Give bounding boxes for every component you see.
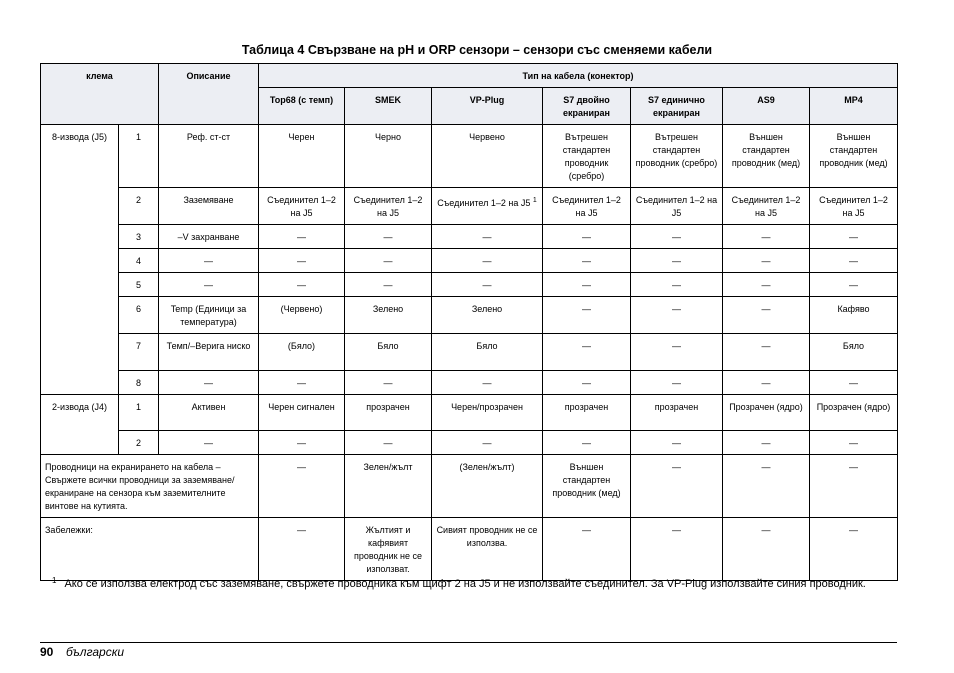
value-cell: — (345, 431, 432, 455)
value-cell: Прозрачен (ядро) (723, 395, 810, 431)
value-cell: Зелено (432, 297, 543, 334)
page-number: 90 (40, 645, 54, 659)
value-cell: — (259, 518, 345, 581)
value-cell: — (543, 334, 631, 371)
value-cell: — (432, 225, 543, 249)
value-cell: Бяло (432, 334, 543, 371)
footer-divider (40, 642, 897, 643)
pin-cell: 3 (119, 225, 159, 249)
value-cell: — (631, 518, 723, 581)
value-cell: прозрачен (631, 395, 723, 431)
value-cell: — (432, 431, 543, 455)
notes-row (41, 518, 898, 581)
value-cell: — (259, 431, 345, 455)
value-cell: Бяло (345, 334, 432, 371)
desc-cell: –V захранване (159, 225, 259, 249)
value-cell: — (631, 371, 723, 395)
desc-cell: Temp (Единици за температура) (159, 297, 259, 334)
value-cell: — (259, 225, 345, 249)
value-cell: Съединител 1–2 на J5 (810, 188, 898, 225)
value-cell: (Зелен/жълт) (432, 455, 543, 518)
value-cell: — (723, 273, 810, 297)
pin-cell: 6 (119, 297, 159, 334)
value-cell: — (259, 273, 345, 297)
header-cable-as9: AS9 (723, 88, 810, 125)
header-cable-smek: SMEK (345, 88, 432, 125)
value-cell: — (723, 334, 810, 371)
footnote-ref: 1 (532, 197, 537, 204)
value-cell: — (259, 455, 345, 518)
value-cell: — (543, 431, 631, 455)
value-cell: — (631, 273, 723, 297)
sensor-connection-table (40, 63, 898, 581)
header-opisanie: Описание (159, 64, 259, 125)
pin-cell: 8 (119, 371, 159, 395)
value-cell: — (345, 225, 432, 249)
value-cell: (Бяло) (259, 334, 345, 371)
header-klema: клема (41, 64, 159, 125)
value-cell: прозрачен (543, 395, 631, 431)
table-row (41, 297, 898, 334)
table-row (41, 334, 898, 371)
value-cell: — (810, 371, 898, 395)
value-cell: — (345, 249, 432, 273)
value-cell: — (631, 431, 723, 455)
table-title: Таблица 4 Свързване на pH и ORP сензори – сензори със сменяеми кабели (241, 43, 713, 57)
header-cable-s7-double: S7 двойно екраниран (543, 88, 631, 125)
value-cell: — (723, 225, 810, 249)
shield-label: Проводници на екранирането на кабела – Свържете всички проводници за заземяване/екраниране на сензора към заземителните винтове на кутията. (41, 455, 259, 518)
value-cell: Съединител 1–2 на J5 (259, 188, 345, 225)
footnote-text: Ако се използва електрод със заземяване, свържете проводника към щифт 2 на J5 и не използвайте съединител. За VP-Plug използвайте синия проводник. (64, 578, 866, 590)
value-cell: — (432, 249, 543, 273)
value-cell: — (631, 249, 723, 273)
pin-cell: 2 (119, 188, 159, 225)
header-cable-s7-single: S7 единично екраниран (631, 88, 723, 125)
value-cell: Вътрешен стандартен проводник (сребро) (543, 125, 631, 188)
value-cell: Бяло (810, 334, 898, 371)
value-cell: прозрачен (345, 395, 432, 431)
value-cell: — (810, 273, 898, 297)
pin-cell: 4 (119, 249, 159, 273)
value-cell: — (723, 297, 810, 334)
desc-cell: Активен (159, 395, 259, 431)
value-cell: Прозрачен (ядро) (810, 395, 898, 431)
page-language: български (66, 645, 125, 659)
value-cell: Сивият проводник не се използва. (432, 518, 543, 581)
value-cell: — (345, 371, 432, 395)
value-cell: — (543, 225, 631, 249)
footnote-mark: 1 (52, 576, 57, 585)
value-cell: — (723, 249, 810, 273)
table-row (41, 249, 898, 273)
group-j5: 8-извода (J5) (41, 125, 119, 395)
desc-cell: Реф. ст-ст (159, 125, 259, 188)
value-cell: — (723, 431, 810, 455)
desc-cell: Заземяване (159, 188, 259, 225)
value-cell: — (723, 455, 810, 518)
value-cell: — (631, 455, 723, 518)
header-cable-mp4: MP4 (810, 88, 898, 125)
table-row (41, 431, 898, 455)
group-j4: 2-извода (J4) (41, 395, 119, 455)
value-cell: — (543, 297, 631, 334)
value-cell: (Червено) (259, 297, 345, 334)
value-cell: Черен сигнален (259, 395, 345, 431)
value-cell: Съединител 1–2 на J5 (345, 188, 432, 225)
value-cell: — (432, 371, 543, 395)
table-row (41, 188, 898, 225)
value-cell: — (631, 297, 723, 334)
value-cell: Черно (345, 125, 432, 188)
value-cell: — (259, 249, 345, 273)
pin-cell: 5 (119, 273, 159, 297)
value-cell: Зелено (345, 297, 432, 334)
desc-cell: — (159, 431, 259, 455)
table-row (41, 395, 898, 431)
pin-cell: 1 (119, 125, 159, 188)
value-cell: — (543, 249, 631, 273)
value-cell: — (631, 225, 723, 249)
value-cell: Черен/прозрачен (432, 395, 543, 431)
value-text: Съединител 1–2 на J5 (437, 198, 531, 208)
desc-cell: Темп/–Верига ниско (159, 334, 259, 371)
table-row (41, 371, 898, 395)
value-cell: Вътрешен стандартен проводник (сребро) (631, 125, 723, 188)
value-cell: Външен стандартен проводник (мед) (543, 455, 631, 518)
value-cell: — (723, 371, 810, 395)
value-cell: — (345, 273, 432, 297)
table-row (41, 125, 898, 188)
footnote (52, 576, 866, 590)
value-cell: Червено (432, 125, 543, 188)
table-row (41, 273, 898, 297)
value-cell: Външен стандартен проводник (мед) (810, 125, 898, 188)
pin-cell: 1 (119, 395, 159, 431)
value-cell: — (543, 518, 631, 581)
value-cell: — (543, 371, 631, 395)
desc-cell: — (159, 371, 259, 395)
value-cell (432, 188, 543, 225)
value-cell: — (810, 518, 898, 581)
value-cell: Кафяво (810, 297, 898, 334)
value-cell: — (432, 273, 543, 297)
value-cell: — (810, 249, 898, 273)
notes-label: Забележки: (41, 518, 259, 581)
header-cable-top68: Top68 (с темп) (259, 88, 345, 125)
value-cell: — (631, 334, 723, 371)
value-cell: Външен стандартен проводник (мед) (723, 125, 810, 188)
shield-row (41, 455, 898, 518)
pin-cell: 2 (119, 431, 159, 455)
value-cell: Съединител 1–2 на J5 (631, 188, 723, 225)
value-cell: Черен (259, 125, 345, 188)
value-cell: Жълтият и кафявият проводник не се използват. (345, 518, 432, 581)
value-cell: — (810, 225, 898, 249)
value-cell: — (810, 431, 898, 455)
desc-cell: — (159, 273, 259, 297)
desc-cell: — (159, 249, 259, 273)
value-cell: — (810, 455, 898, 518)
header-cable-vpplug: VP-Plug (432, 88, 543, 125)
value-cell: Съединител 1–2 на J5 (543, 188, 631, 225)
value-cell: — (259, 371, 345, 395)
value-cell: — (723, 518, 810, 581)
value-cell: Съединител 1–2 на J5 (723, 188, 810, 225)
value-cell: — (543, 273, 631, 297)
pin-cell: 7 (119, 334, 159, 371)
table-row (41, 225, 898, 249)
value-cell: Зелен/жълт (345, 455, 432, 518)
header-cable-type: Тип на кабела (конектор) (259, 64, 898, 88)
